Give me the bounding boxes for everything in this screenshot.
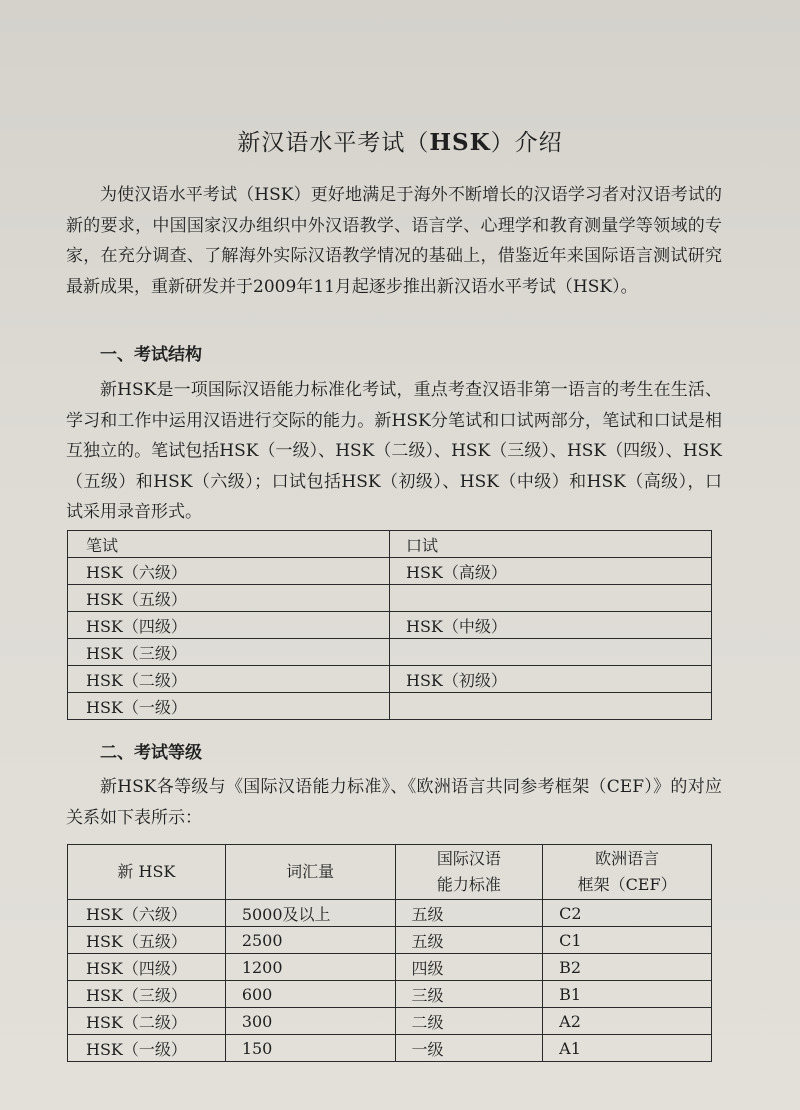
table-header-cell: 词汇量	[225, 845, 395, 900]
table-cell: 四级	[395, 954, 543, 981]
table-cell: 五级	[395, 900, 543, 927]
table-header-cell: 国际汉语 能力标准	[395, 845, 543, 900]
table-header-cell: 新 HSK	[68, 845, 226, 900]
table-cell: HSK（四级）	[68, 954, 226, 981]
table-cell	[390, 585, 712, 612]
table-cell: 2500	[225, 927, 395, 954]
table-header-cell: 欧洲语言 框架（CEF）	[543, 845, 712, 900]
table-cell: B2	[543, 954, 712, 981]
table-cell: HSK（高级）	[390, 558, 712, 585]
table-cell: HSK（六级）	[68, 900, 226, 927]
table-row	[68, 954, 712, 981]
table-header-cell: 笔试	[68, 531, 390, 558]
table-cell: HSK（二级）	[68, 1008, 226, 1035]
table-row	[68, 1008, 712, 1035]
section2-heading: 二、考试等级	[100, 743, 202, 763]
table-cell: HSK（一级）	[68, 1035, 226, 1062]
table-row	[68, 900, 712, 927]
table-cell: 五级	[395, 927, 543, 954]
table-row	[68, 612, 712, 639]
table-cell: HSK（一级）	[68, 693, 390, 720]
exam-level-table	[67, 844, 712, 1062]
table-header-row	[68, 531, 712, 558]
table-cell	[390, 693, 712, 720]
table-row	[68, 981, 712, 1008]
table-row	[68, 666, 712, 693]
table-row	[68, 1035, 712, 1062]
table-row	[68, 927, 712, 954]
table-cell: HSK（五级）	[68, 927, 226, 954]
table-cell: 5000及以上	[225, 900, 395, 927]
table-cell: HSK（四级）	[68, 612, 390, 639]
table-cell: C1	[543, 927, 712, 954]
table-cell: 150	[225, 1035, 395, 1062]
table-row	[68, 693, 712, 720]
table-cell	[390, 639, 712, 666]
table-cell: HSK（二级）	[68, 666, 390, 693]
table-cell: 一级	[395, 1035, 543, 1062]
table-cell: 600	[225, 981, 395, 1008]
table-header-cell: 口试	[390, 531, 712, 558]
table-header-row	[68, 845, 712, 900]
section1-heading: 一、考试结构	[100, 345, 202, 365]
table-row	[68, 639, 712, 666]
table-cell: B1	[543, 981, 712, 1008]
table-cell: A1	[543, 1035, 712, 1062]
table-cell: HSK（中级）	[390, 612, 712, 639]
page-title: 新汉语水平考试（HSK）介绍	[237, 129, 563, 156]
exam-structure-table	[67, 530, 712, 720]
table-cell: HSK（三级）	[68, 981, 226, 1008]
table-cell: 三级	[395, 981, 543, 1008]
intro-paragraph: 为使汉语水平考试（HSK）更好地满足于海外不断增长的汉语学习者对汉语考试的新的要求，中国国家汉办组织中外汉语教学、语言学、心理学和教育测量学等领域的专家，在充分调查、了解海外实际汉语教学情况的基础上，借鉴近年来国际语言测试研究最新成果，重新研发并于2009年11月起逐步推出新汉语水平考试（HSK）。	[66, 185, 722, 297]
table-cell: HSK（六级）	[68, 558, 390, 585]
table-cell: 300	[225, 1008, 395, 1035]
section2-body: 新HSK各等级与《国际汉语能力标准》、《欧洲语言共同参考框架（CEF）》的对应关系如下表所示：	[66, 777, 722, 828]
table-cell: HSK（五级）	[68, 585, 390, 612]
table-cell: C2	[543, 900, 712, 927]
table-cell: 二级	[395, 1008, 543, 1035]
table-row	[68, 558, 712, 585]
table-cell: A2	[543, 1008, 712, 1035]
table-cell: 1200	[225, 954, 395, 981]
table-cell: HSK（初级）	[390, 666, 712, 693]
table-cell: HSK（三级）	[68, 639, 390, 666]
section1-body: 新HSK是一项国际汉语能力标准化考试，重点考查汉语非第一语言的考生在生活、学习和工作中运用汉语进行交际的能力。新HSK分笔试和口试两部分，笔试和口试是相互独立的。笔试包括HSK（一级）、HSK（二级）、HSK（三级）、HSK（四级）、HSK（五级）和HSK（六级）；口试包括HSK（初级）、HSK（中级）和HSK（高级），口试采用录音形式。	[66, 380, 722, 522]
table-row	[68, 585, 712, 612]
